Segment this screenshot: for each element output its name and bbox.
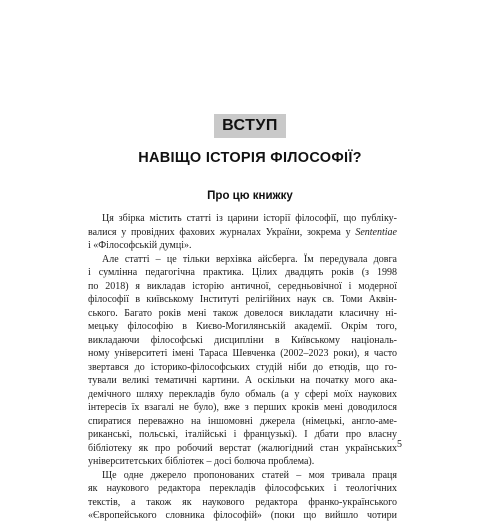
text-line: Ця збірка містить статті із царини історії філософії, що публіку- bbox=[102, 213, 397, 224]
chapter-title: НАВІЩО ІСТОРІЯ ФІЛОСОФІЇ? bbox=[138, 150, 362, 166]
text-line: «Європейського словника філософій» (поки що вийшло чотири bbox=[88, 510, 397, 521]
paragraph-2 bbox=[88, 253, 397, 469]
body-text bbox=[88, 212, 397, 523]
text-line: тували великі тематичні картини. А оскільки на початку мого ака- bbox=[88, 375, 397, 386]
text-line: викладаючи філософські дисципліни в Київському національ- bbox=[88, 334, 397, 346]
text-line: як наукового редактора перекладів філософських і теологічних bbox=[88, 483, 397, 494]
text-line: текстів, а також як наукового редактора франко-українського bbox=[88, 496, 397, 508]
text-line: ського. Багато років мені також довелося викладати класичну ні- bbox=[88, 307, 397, 319]
text-line: риканські, польські, італійські і французькі). І дбати про власну bbox=[88, 429, 397, 440]
text-line: ному університеті імені Тараса Шевченка (2002–2023 роки), я часто bbox=[88, 348, 397, 359]
text-line: демічного шляху перекладів було обмаль (а у сфері моїх наукових bbox=[88, 388, 397, 400]
text-line: і сумлінна педагогічна практика. Цілих двадцять років (з 1998 bbox=[88, 267, 397, 278]
page-number: 5 bbox=[397, 439, 402, 450]
text-line: звертався до історико-філософських студій ніби до етюдів, що го- bbox=[88, 361, 397, 373]
text-line: філософії в київському Інституті релігійних наук св. Томи Аквін- bbox=[88, 294, 397, 305]
text-line: інтересів їх взагалі не було), вже з перших кроків мені доводилося bbox=[88, 402, 397, 413]
text-line: по 2018) я викладав історію античної, середньовічної і модерної bbox=[88, 280, 397, 292]
text-line: мецьку філософію в Києво-Могилянській академії. Окрім того, bbox=[88, 321, 397, 332]
journal-name: Sententiae bbox=[355, 226, 397, 238]
text-line: і «Філософській думці». bbox=[88, 240, 192, 251]
paragraph-3 bbox=[88, 469, 397, 523]
text-line: Але статті – це тільки верхівка айсберга. Їм передувала довга bbox=[102, 253, 397, 265]
section-title: Про цю книжку bbox=[207, 190, 293, 202]
text-line: університетських бібліотек – досі болюча проблема). bbox=[88, 456, 315, 467]
text-line: валися у провідних фахових журналах України, зокрема у Sententiae bbox=[88, 226, 397, 238]
text-line: Ще одне джерело пропонованих статей – моя тривала праця bbox=[102, 469, 397, 481]
text-line: спиратися переважно на іншомовні джерела (німецькі, англо-аме- bbox=[88, 415, 397, 427]
chapter-label: ВСТУП bbox=[214, 114, 286, 138]
paragraph-1 bbox=[88, 212, 397, 253]
text-line: бібліотеку як про робочий верстат (жалюгідний стан українських bbox=[88, 442, 397, 454]
